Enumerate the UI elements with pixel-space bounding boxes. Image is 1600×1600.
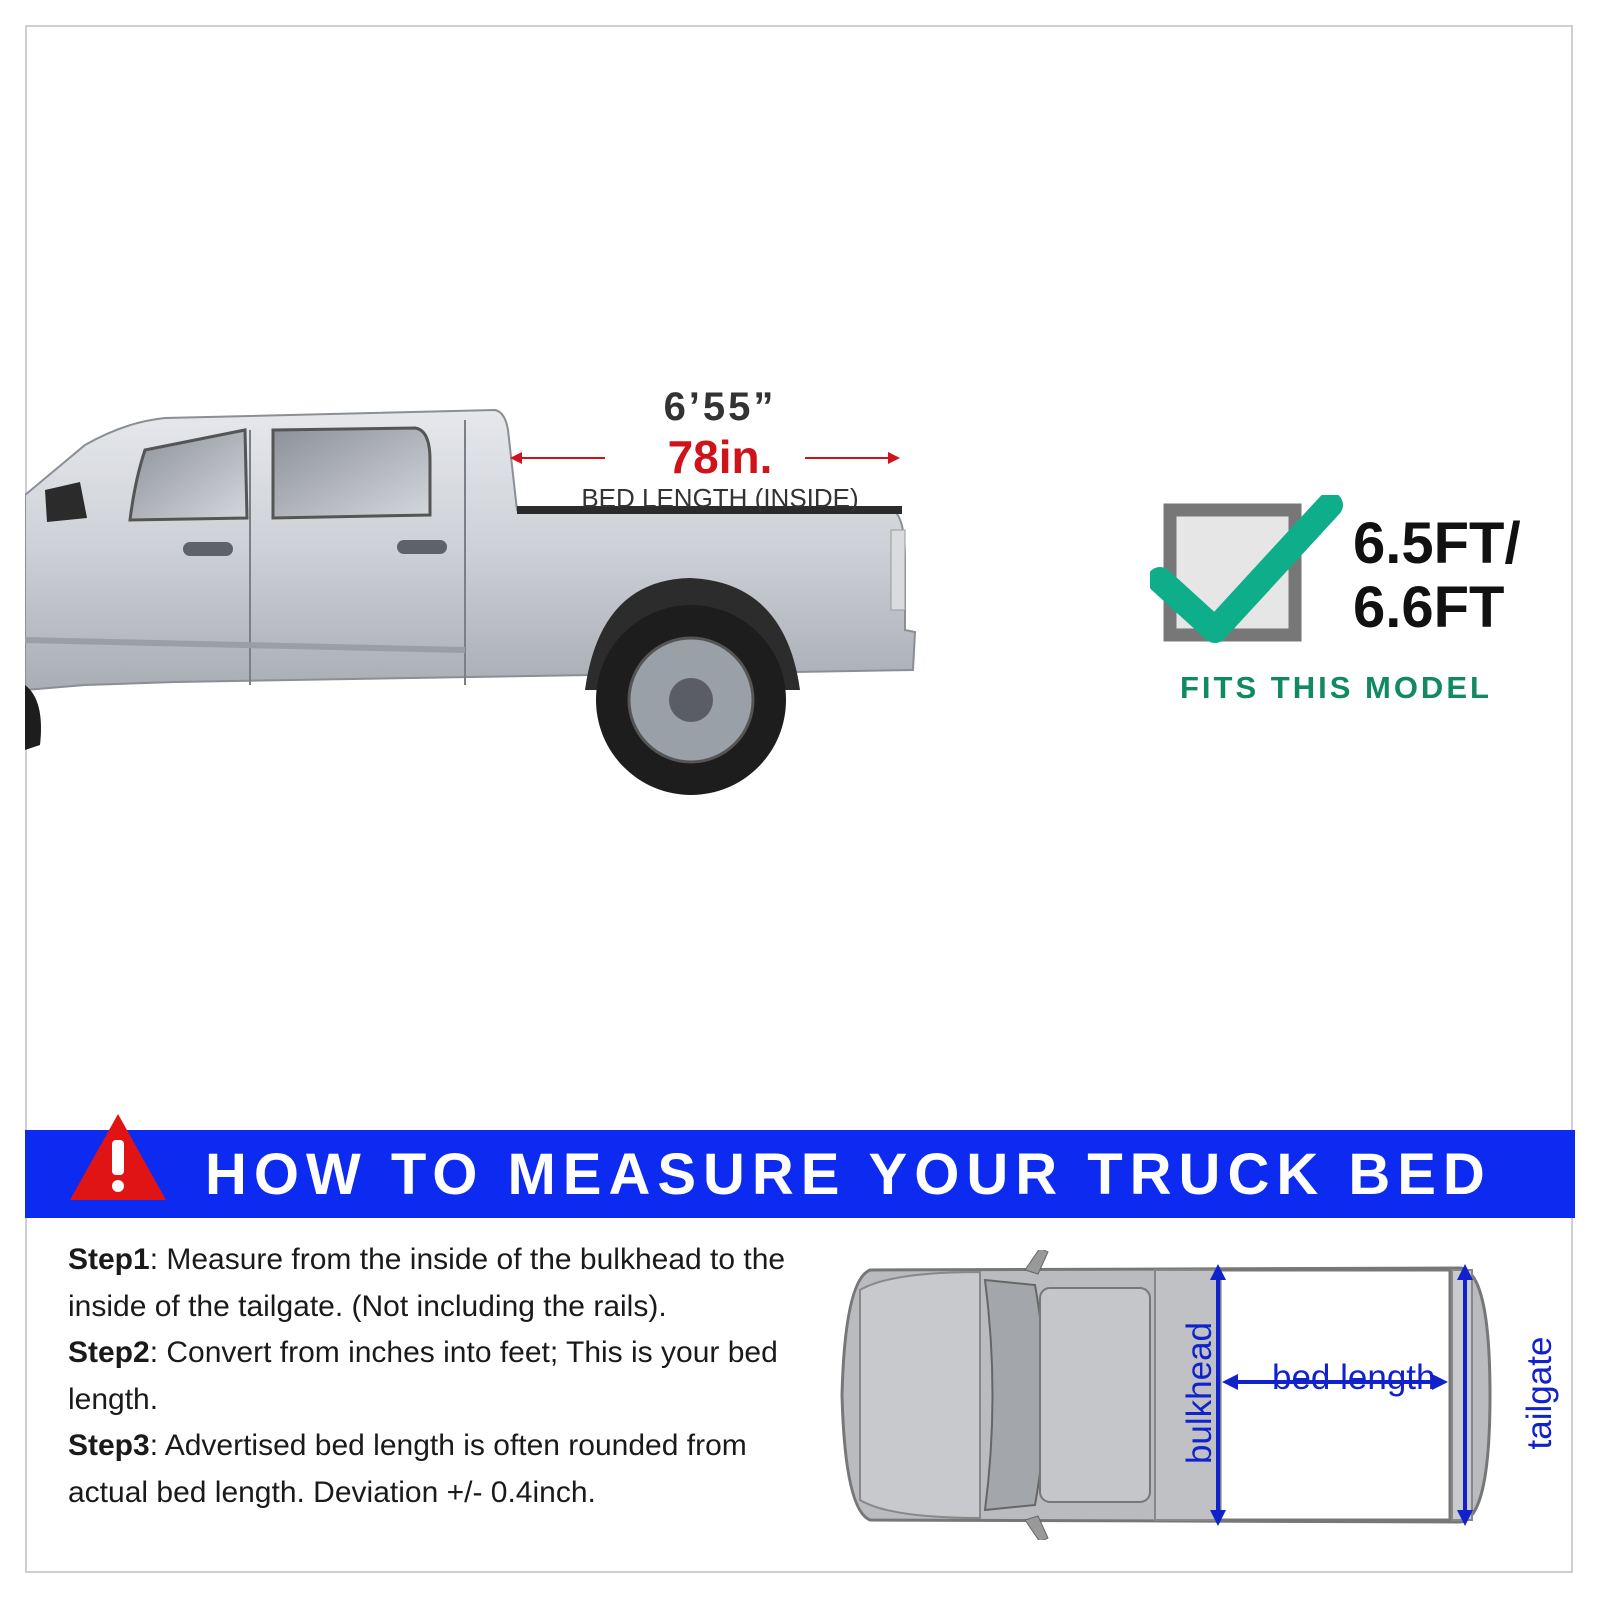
- step-3: [68, 1423, 828, 1516]
- step-1: [68, 1237, 828, 1330]
- fit-size-line1: 6.5FT/: [1353, 511, 1521, 576]
- banner-title: HOW TO MEASURE YOUR TRUCK BED: [205, 1142, 1492, 1207]
- steps-list: [68, 1237, 828, 1516]
- fit-size: [1353, 512, 1593, 640]
- bed-length-feet: 6’55”: [663, 385, 777, 429]
- bed-length-diagram-label: bed length: [1272, 1358, 1436, 1397]
- fit-size-line2: 6.6FT: [1353, 575, 1505, 640]
- warning-icon: [68, 1112, 168, 1202]
- step-2-label: Step2: [68, 1336, 150, 1369]
- step-1-label: Step1: [68, 1243, 150, 1276]
- step-1-text: : Measure from the inside of the bulkhead to the inside of the tailgate. (Not including the rails).: [68, 1243, 786, 1323]
- step-3-text: : Advertised bed length is often rounded from actual bed length. Deviation +/- 0.4inch.: [68, 1429, 747, 1509]
- fit-caption: FITS THIS MODEL: [1180, 670, 1492, 705]
- bed-length-label: BED LENGTH (INSIDE): [581, 483, 859, 513]
- bed-length-inches: 78in.: [667, 431, 773, 483]
- step-3-label: Step3: [68, 1429, 150, 1462]
- step-2-text: : Convert from inches into feet; This is your bed length.: [68, 1336, 778, 1416]
- bulkhead-label: bulkhead: [1180, 1321, 1219, 1465]
- step-2: [68, 1330, 828, 1423]
- check-box-icon: [1150, 495, 1350, 655]
- tailgate-label: tailgate: [1520, 1336, 1559, 1450]
